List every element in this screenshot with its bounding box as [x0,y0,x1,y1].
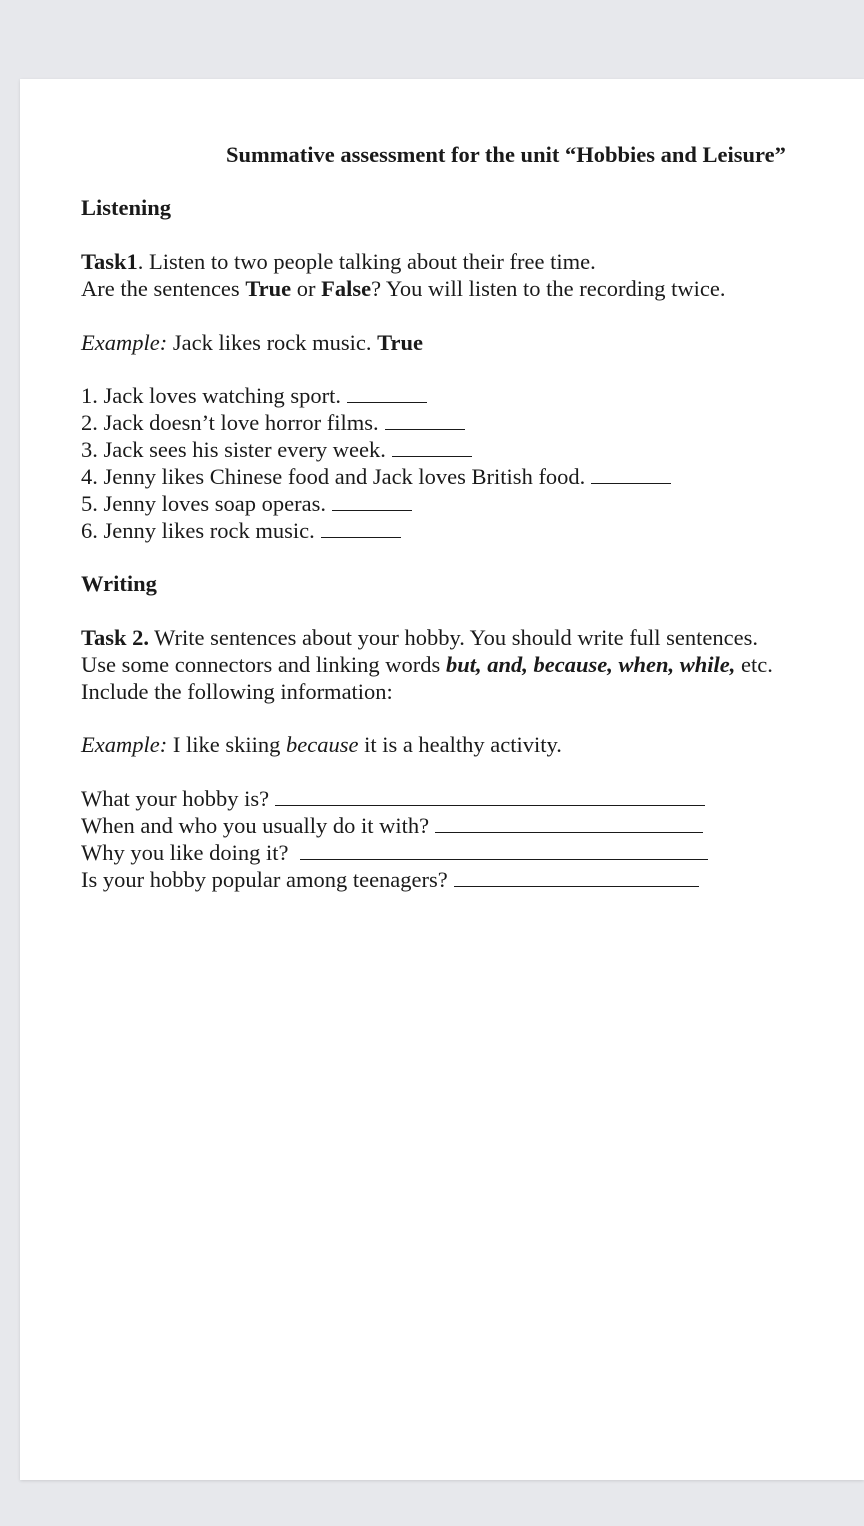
listening-item-text: 1. Jack loves watching sport. [81,383,341,408]
listening-example-text: Jack likes rock music. [167,330,378,355]
instruction-pre: Are the sentences [81,276,246,301]
writing-example-label: Example: [81,732,168,757]
writing-question-text: When and who you usually do it with? [81,813,430,838]
writing-example-post: it is a healthy activity. [358,732,562,757]
instruction-true: True [245,276,292,301]
listening-item-text: 5. Jenny loves soap operas. [81,491,326,516]
listening-task-text: . Listen to two people talking about their free time. [137,249,596,274]
writing-heading: Writing [81,571,157,596]
writing-question-text: What your hobby is? [81,786,270,811]
writing-question-text: Is your hobby popular among teenagers? [81,867,448,892]
listening-instruction-line [81,275,725,302]
listening-item [81,490,412,517]
document-page [20,79,864,1480]
answer-blank-1[interactable] [347,382,427,403]
listening-example-line [81,329,423,356]
writing-include-line: Include the following information: [81,679,393,704]
writing-example-pre: I like skiing [167,732,286,757]
answer-line-why[interactable] [300,839,708,860]
listening-example-answer: True [377,330,423,355]
answer-line-popular[interactable] [454,866,699,887]
connectors-post: etc. [735,652,773,677]
listening-item-text: 4. Jenny likes Chinese food and Jack loves British food. [81,464,586,489]
listening-task-label: Task1 [81,249,138,274]
listening-example-label: Example: [81,330,168,355]
answer-line-when-who[interactable] [435,812,703,833]
document-title: Summative assessment for the unit “Hobbies and Leisure” [226,142,786,167]
listening-item-text: 6. Jenny likes rock music. [81,518,315,543]
instruction-or: or [291,276,322,301]
writing-task-label: Task 2. [81,625,149,650]
instruction-false: False [321,276,372,301]
writing-connectors-line [81,651,773,678]
writing-question [81,812,703,839]
answer-blank-4[interactable] [591,463,671,484]
writing-question [81,866,699,893]
listening-heading: Listening [81,195,172,220]
connectors-words: but, and, because, when, while, [445,652,736,677]
writing-question [81,839,708,866]
listening-task-line [81,248,596,275]
connectors-pre: Use some connectors and linking words [81,652,446,677]
answer-blank-2[interactable] [385,409,465,430]
listening-item [81,436,472,463]
listening-item [81,409,465,436]
listening-item [81,382,427,409]
writing-task-line [81,624,758,651]
writing-question [81,785,705,812]
listening-item-text: 2. Jack doesn’t love horror films. [81,410,379,435]
writing-question-text: Why you like doing it? [81,840,289,865]
answer-line-hobby[interactable] [275,785,705,806]
writing-task-text: Write sentences about your hobby. You should write full sentences. [148,625,758,650]
answer-blank-3[interactable] [392,436,472,457]
listening-item-text: 3. Jack sees his sister every week. [81,437,386,462]
answer-blank-6[interactable] [321,517,401,538]
writing-example-connector: because [285,732,359,757]
listening-item [81,463,671,490]
instruction-post: ? You will listen to the recording twice. [371,276,726,301]
writing-example-line [81,731,562,758]
listening-item [81,517,401,544]
answer-blank-5[interactable] [332,490,412,511]
